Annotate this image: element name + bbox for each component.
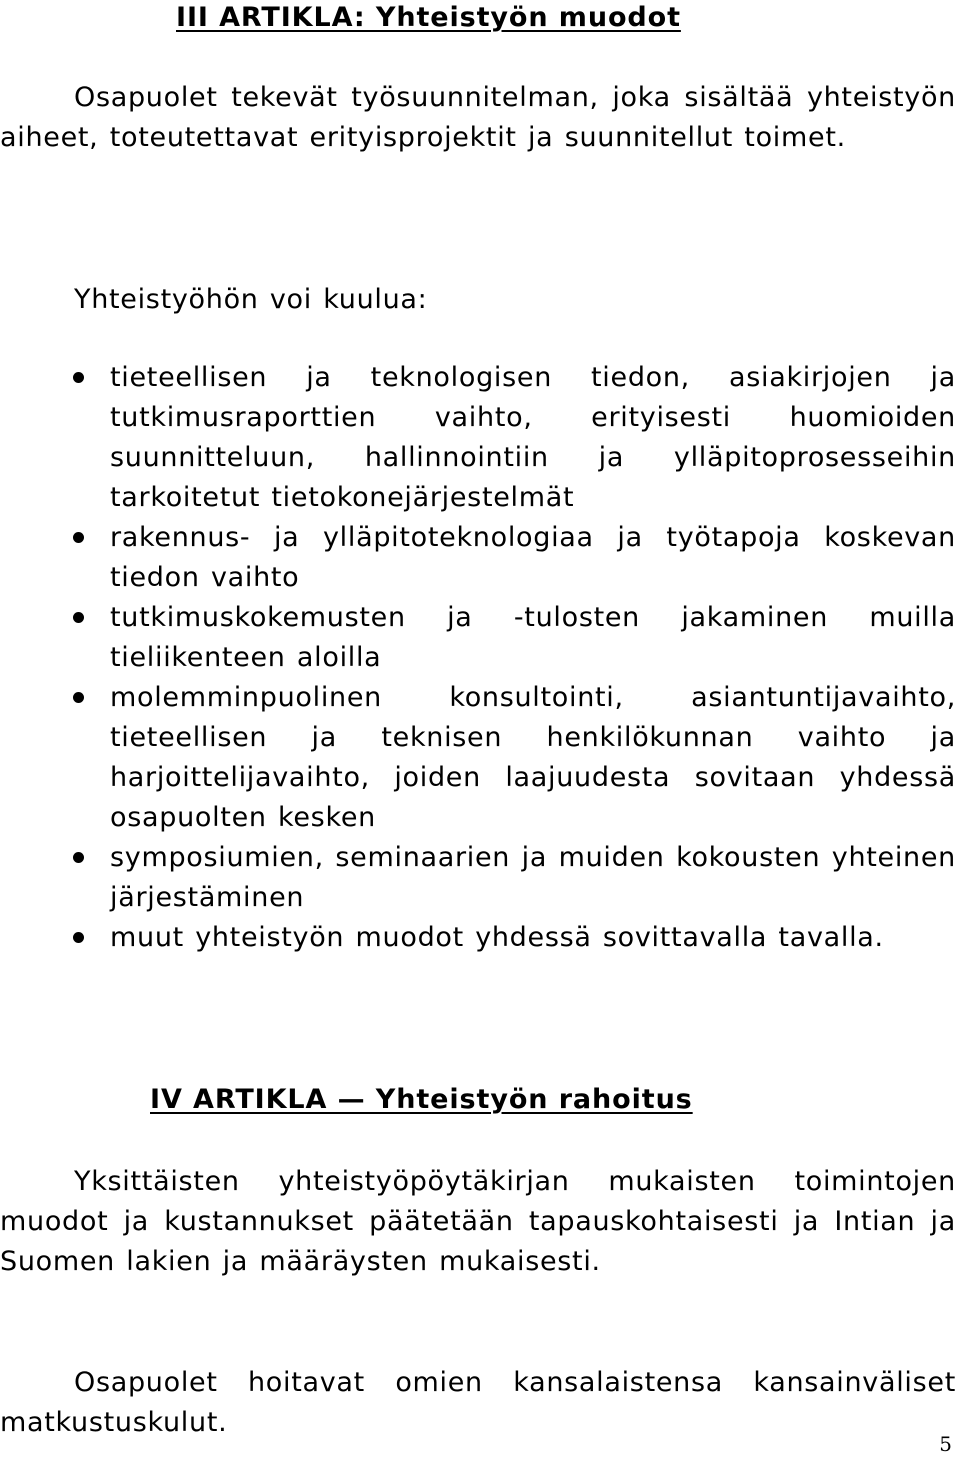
bullet-icon (73, 692, 84, 703)
list-item-text: tieteellisen ja teknologisen tiedon, asiakirjojen ja tutkimusraporttien vaihto, erityisesti huomioiden suunnitteluun, hallinnointiin ja ylläpitoprosesseihin tarkoitetut tietokonejärjestelmät (110, 362, 956, 513)
list-item (0, 358, 956, 518)
section-4-paragraph-1: Yksittäisten yhteistyöpöytäkirjan mukaisten toimintojen muodot ja kustannukset päätetään tapauskohtaisesti ja Intian ja Suomen lakien ja määräysten mukaisesti. (0, 1166, 956, 1277)
page-number: 5 (939, 1432, 952, 1456)
list-item-text: molemminpuolinen konsultointi, asiantuntijavaihto, tieteellisen ja teknisen henkilökunnan vaihto ja harjoittelijavaihto, joiden laajuudesta sovitaan yhdessä osapuolten kesken (110, 682, 956, 833)
list-item-text: symposiumien, seminaarien ja muiden kokousten yhteinen järjestäminen (110, 842, 956, 913)
bullet-icon (73, 612, 84, 623)
section-3-heading: III ARTIKLA: Yhteistyön muodot (176, 2, 681, 33)
section-3-paragraph-1: Osapuolet tekevät työsuunnitelman, joka sisältää yhteistyön aiheet, toteutettavat erityisprojektit ja suunnitellut toimet. (0, 82, 956, 153)
list-item (0, 838, 956, 918)
bullet-icon (73, 372, 84, 383)
list-item (0, 598, 956, 678)
list-item-text: rakennus- ja ylläpitoteknologiaa ja työtapoja koskevan tiedon vaihto (110, 522, 956, 593)
cooperation-forms-list (0, 358, 960, 958)
list-item (0, 518, 956, 598)
list-item-text: muut yhteistyön muodot yhdessä sovittavalla tavalla. (110, 922, 884, 953)
list-item (0, 678, 956, 838)
section-4-heading: IV ARTIKLA — Yhteistyön rahoitus (150, 1084, 693, 1115)
bullet-icon (73, 852, 84, 863)
bullet-icon (73, 532, 84, 543)
section-3-paragraph-2: Yhteistyöhön voi kuulua: (74, 284, 428, 315)
list-item (0, 918, 956, 958)
bullet-icon (73, 932, 84, 943)
section-4-paragraph-2: Osapuolet hoitavat omien kansalaistensa kansainväliset matkustuskulut. (0, 1367, 956, 1438)
list-item-text: tutkimuskokemusten ja -tulosten jakaminen muilla tieliikenteen aloilla (110, 602, 956, 673)
